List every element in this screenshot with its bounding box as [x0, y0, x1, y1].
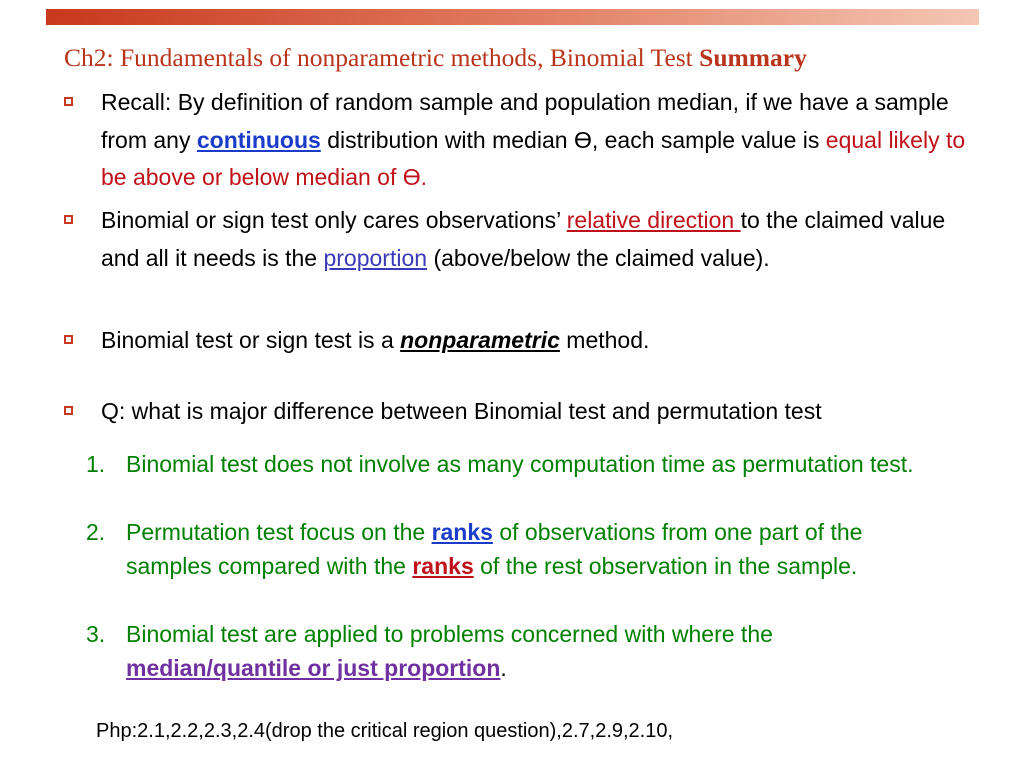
title-summary: Summary: [699, 43, 807, 72]
bullet-square-icon: [64, 406, 73, 415]
theta-symbol: Ɵ: [402, 164, 421, 190]
answer-number: 1.: [86, 451, 106, 477]
term-continuous: continuous: [196, 126, 321, 153]
answer-number: 3.: [86, 621, 106, 647]
term-nonparametric: nonparametric: [400, 327, 560, 353]
answer-text: Binomial test are applied to problems concerned with where the median/quantile or just proportion.: [126, 621, 773, 681]
bullet-text: Recall: By definition of random sample and population median, if we have a sample from any continuous distribution with median Ɵ, each sample value is equal likely to be above or below median of Ɵ.: [101, 89, 966, 190]
term-ranks: ranks: [412, 553, 474, 579]
term-relative-direction: relative direction: [566, 207, 741, 233]
bullet-square-icon: [64, 97, 73, 106]
bullet-square-icon: [64, 215, 73, 224]
answer-number: 2.: [86, 519, 106, 545]
bullet-text: Binomial or sign test only cares observations’ relative direction to the claimed value and all it needs is the proportion (above/below the claimed value).: [101, 207, 946, 271]
homework-problems: Php:2.1,2.2,2.3,2.4(drop the critical region question),2.7,2.9,2.10,: [96, 720, 674, 742]
term-ranks: ranks: [431, 519, 493, 545]
bullet-text: Q: what is major difference between Binomial test and permutation test: [101, 398, 822, 424]
term-proportion: proportion: [323, 244, 428, 271]
bullet-text: Binomial test or sign test is a nonparametric method.: [101, 327, 650, 353]
bullet-square-icon: [64, 335, 73, 344]
answer-text: Binomial test does not involve as many computation time as permutation test.: [126, 451, 914, 477]
answer-text: Permutation test focus on the ranks of observations from one part of the samples compared with the ranks of the rest observation in the sample.: [126, 519, 863, 579]
term-median-quantile: median/quantile or just proportion: [126, 655, 501, 681]
slide-title: [64, 40, 1004, 76]
equal-likely-phrase: equal likely to be above or below median of: [101, 126, 966, 190]
top-accent-bar: [46, 9, 979, 25]
title-main: Ch2: Fundamentals of nonparametric methods, Binomial Test: [64, 43, 700, 72]
theta-symbol: Ɵ: [573, 126, 592, 153]
